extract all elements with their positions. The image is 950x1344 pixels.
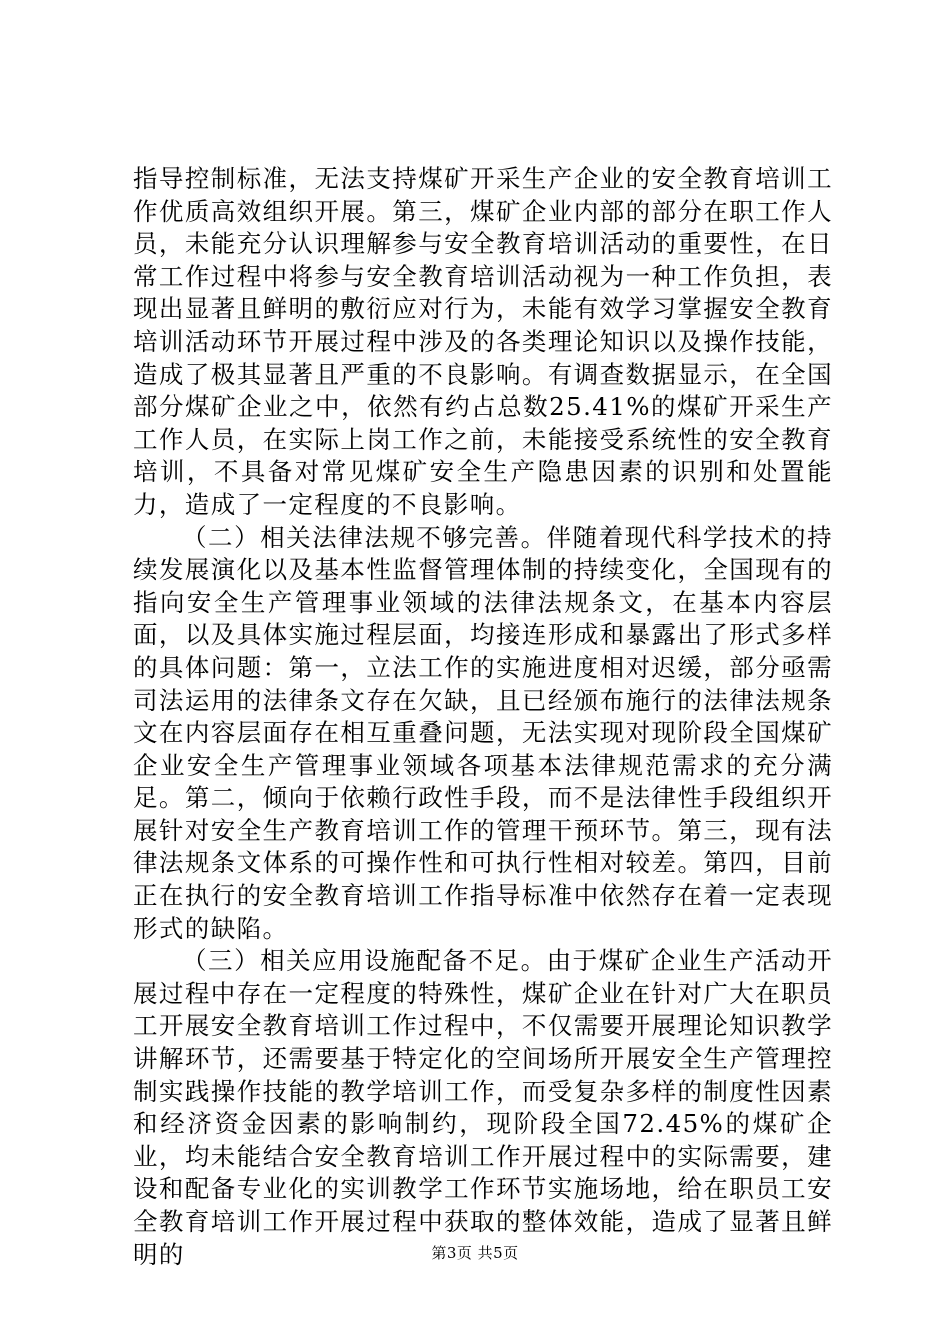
- page-footer: [0, 1243, 950, 1263]
- paragraph-section-three: （三）相关应用设施配备不足。由于煤矿企业生产活动开展过程中存在一定程度的特殊性，煤矿企业在针对广大在职员工开展安全教育培训工作过程中，不仅需要开展理论知识教学讲解环节，还需要基于特定化的空间场所开展安全生产管理控制实践操作技能的教学培训工作，而受复杂多样的制度性因素和经济资金因素的影响制约，现阶段全国72.45%的煤矿企业，均未能结合安全教育培训工作开展过程中的实际需要，建设和配备专业化的实训教学工作环节实施场地，给在职员工安全教育培训工作开展过程中获取的整体效能，造成了显著且鲜明的: [133, 946, 833, 1269]
- paragraph-continuation: 指导控制标准，无法支持煤矿开采生产企业的安全教育培训工作优质高效组织开展。第三，煤矿企业内部的部分在职工作人员，未能充分认识理解参与安全教育培训活动的重要性，在日常工作过程中将参与安全教育培训活动视为一种工作负担，表现出显著且鲜明的敷衍应对行为，未能有效学习掌握安全教育培训活动环节开展过程中涉及的各类理论知识以及操作技能，造成了极其显著且严重的不良影响。有调查数据显示，在全国部分煤矿企业之中，依然有约占总数25.41%的煤矿开采生产工作人员，在实际上岗工作之前，未能接受系统性的安全教育培训，不具备对常见煤矿安全生产隐患因素的识别和处置能力，造成了一定程度的不良影响。: [133, 164, 833, 519]
- paragraph-section-two: （二）相关法律法规不够完善。伴随着现代科学技术的持续发展演化以及基本性监督管理体制的持续变化，全国现有的指向安全生产管理事业领域的法律法规条文，在基本内容层面，以及具体实施过程层面，均接连形成和暴露出了形式多样的具体问题：第一，立法工作的实施进度相对迟缓，部分亟需司法运用的法律条文存在欠缺，且已经颁布施行的法律法规条文在内容层面存在相互重叠问题，无法实现对现阶段全国煤矿企业安全生产管理事业领域各项基本法律规范需求的充分满足。第二，倾向于依赖行政性手段，而不是法律性手段组织开展针对安全生产教育培训工作的管理干预环节。第三，现有法律法规条文体系的可操作性和可执行性相对较差。第四，目前正在执行的安全教育培训工作指导标准中依然存在着一定表现形式的缺陷。: [133, 522, 833, 943]
- body-text: [133, 163, 833, 1271]
- page-number: 第3页 共5页: [431, 1244, 519, 1262]
